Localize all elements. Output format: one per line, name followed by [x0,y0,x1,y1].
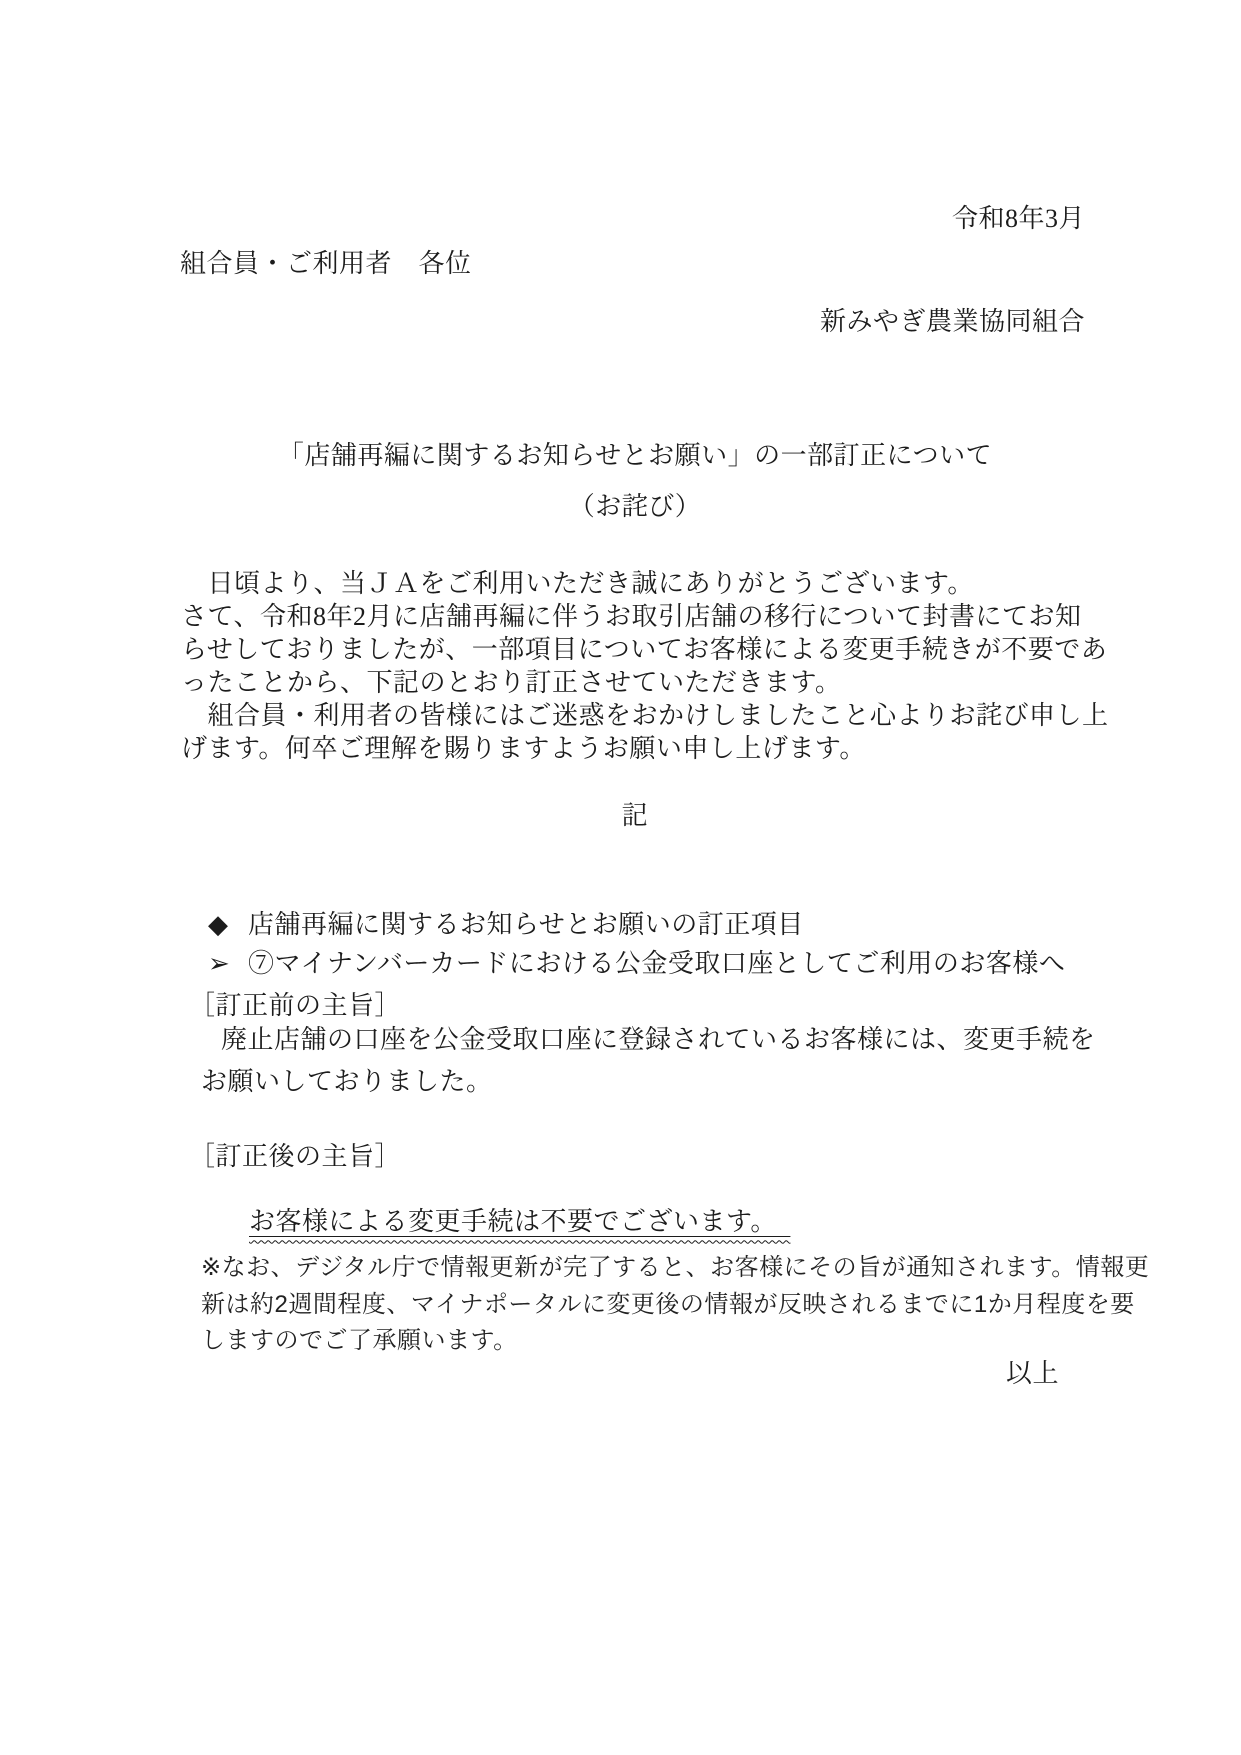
after-correction-heading: ［訂正後の主旨］ [189,1142,402,1171]
body-line: 組合員・利用者の皆様にはご迷惑をおかけしましたこと心よりお詫び申し上 [181,701,1109,730]
document-subtitle: （お詫び） [568,492,702,521]
body-line: げます。何卒ご理解を賜りますようお願い申し上げます。 [181,734,866,763]
body-line: さて、令和8年2月に店舗再編に伴うお取引店舗の移行について封書にてお知 [181,602,1082,631]
ki-marker: 記 [621,801,649,830]
document-title: 「店舗再編に関するお知らせとお願い」の一部訂正について [277,441,993,470]
body-line: 日頃より、当ＪＡをご利用いただき誠にありがとうございます。 [181,569,974,598]
arrow-bullet-icon: ➢ [208,948,231,979]
bullet-text: ⑦マイナンバーカードにおける公金受取口座としてご利用のお客様へ [248,948,1066,978]
before-correction-line: お願いしておりました。 [201,1067,493,1096]
before-correction-heading: ［訂正前の主旨］ [189,991,402,1020]
before-correction-line: 廃止店舗の口座を公金受取口座に登録されているお客様には、変更手続を [221,1025,1096,1054]
note-paragraph [201,1250,1150,1360]
body-line: らせしておりましたが、一部項目についてお客様による変更手続きが不要であ [181,635,1108,664]
diamond-bullet-icon: ◆ [208,909,229,939]
sender-line: 新みやぎ農業協同組合 [819,307,1085,336]
note-line: 新は約2週間程度、マイナポータルに変更後の情報が反映されるまでに1か月程度を要 [201,1290,1135,1318]
note-line: しますのでご了承願います。 [201,1327,518,1354]
recipient-line: 組合員・ご利用者 各位 [180,249,472,278]
underline-solid [249,1207,790,1236]
date-line: 令和8年3月 [951,204,1085,233]
note-line: ※なお、デジタル庁で情報更新が完了すると、お客様にその旨が通知されます。情報更 [201,1254,1150,1281]
underline-wavy-text: お客様による変更手続は不要でございます。 [249,1206,791,1236]
body-line: ったことから、下記のとおり訂正させていただきます。 [181,668,842,697]
bullet-text: 店舗再編に関するお知らせとお願いの訂正項目 [248,909,804,939]
closing-marker: 以上 [1005,1359,1059,1388]
